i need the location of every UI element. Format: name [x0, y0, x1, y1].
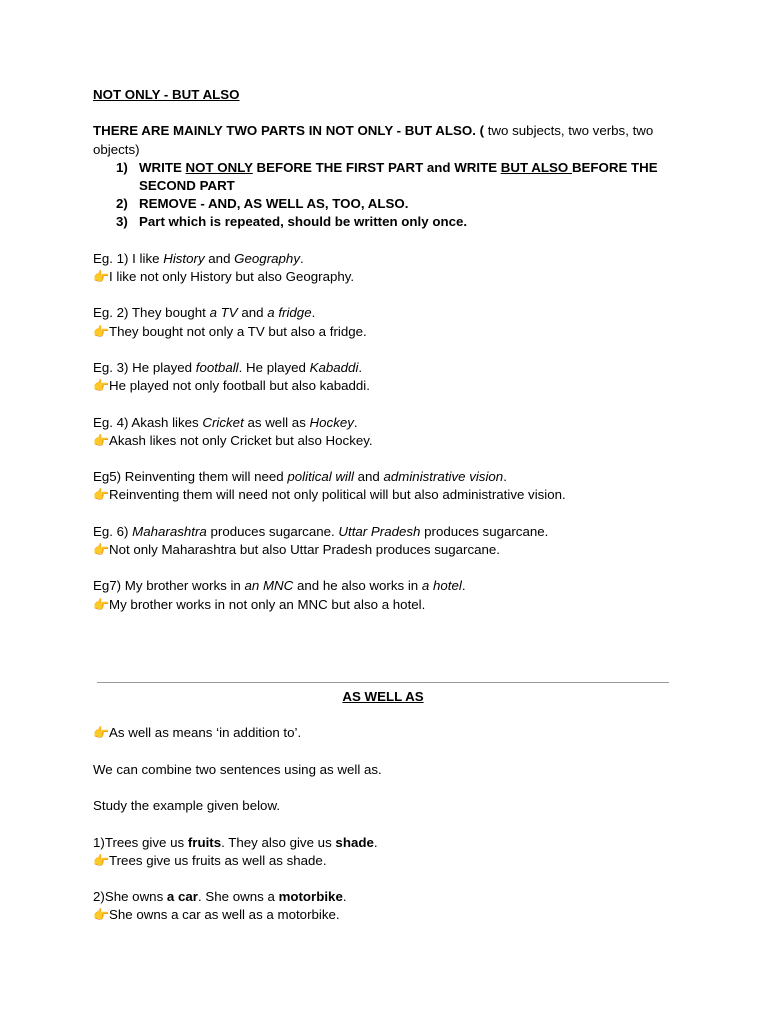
pointing-hand-icon: 👉: [93, 725, 110, 741]
pointing-hand-icon: 👉: [93, 541, 110, 557]
pointing-hand-icon: 👉: [93, 907, 110, 923]
spacer: [93, 286, 673, 304]
pointing-hand-icon: 👉: [93, 596, 110, 612]
spacer: [93, 815, 673, 833]
example-question: 2)She owns a car. She owns a motorbike.: [93, 889, 347, 905]
pointing-hand-icon: 👉: [93, 269, 110, 284]
example-answer: 👉Not only Maharashtra but also Uttar Pradesh produces sugarcane.: [93, 541, 673, 559]
example-answer: 👉Reinventing them will need not only political will but also administrative vision.: [93, 486, 673, 504]
example-answer: 👉Akash likes not only Cricket but also Hockey.: [93, 432, 673, 450]
study-line: Study the example given below.: [93, 798, 281, 814]
example-answer: 👉My brother works in not only an MNC but also a hotel.: [93, 596, 673, 614]
example-question: Eg. 6) Maharashtra produces sugarcane. Uttar Pradesh produces sugarcane.: [93, 523, 549, 539]
examples-list: [93, 815, 673, 924]
intro-normal: two subjects, two verbs, two objects): [93, 123, 654, 157]
example-question: Eg. 4) Akash likes Cricket as well as Hockey.: [93, 414, 358, 430]
horizontal-divider: [97, 682, 669, 683]
section-title: AS WELL AS: [342, 689, 424, 704]
spacer: [93, 341, 673, 359]
section-title: NOT ONLY - BUT ALSO: [93, 87, 240, 102]
rule-item: 2) REMOVE - AND, AS WELL AS, TOO, ALSO.: [93, 195, 673, 213]
spacer: [93, 395, 673, 413]
examples-list: [93, 232, 673, 614]
spacer: [93, 450, 673, 468]
rules-list: [93, 159, 673, 232]
example-answer: 👉Trees give us fruits as well as shade.: [93, 852, 673, 870]
example-question: Eg. 3) He played football. He played Kabaddi.: [93, 359, 363, 375]
rule-number: 3): [116, 214, 128, 230]
example-question: Eg7) My brother works in an MNC and he also works in a hotel.: [93, 578, 466, 594]
pointing-hand-icon: 👉: [93, 487, 110, 503]
rule-item: 3) Part which is repeated, should be written only once.: [93, 213, 673, 231]
spacer: [93, 870, 673, 888]
example-answer: 👉I like not only History but also Geography.: [93, 268, 673, 286]
pointing-hand-icon: 👉: [93, 852, 110, 868]
rule-number: 2): [116, 196, 128, 212]
section-not-only-but-also: [93, 86, 673, 614]
example-answer: 👉She owns a car as well as a motorbike.: [93, 906, 673, 924]
spacer: [93, 232, 673, 250]
intro-paragraph: [93, 122, 673, 158]
example-question: Eg5) Reinventing them will need political will and administrative vision.: [93, 469, 507, 485]
combine-line: We can combine two sentences using as well as.: [93, 761, 382, 777]
section-as-well-as: [93, 688, 673, 925]
spacer: [93, 559, 673, 577]
spacer: [93, 505, 673, 523]
meaning-line: 👉As well as means ‘in addition to’.: [93, 724, 673, 742]
example-question: Eg. 1) I like History and Geography.: [93, 250, 304, 266]
example-answer: 👉They bought not only a TV but also a fridge.: [93, 323, 673, 341]
intro-bold: THERE ARE MAINLY TWO PARTS IN NOT ONLY - BUT ALSO. (: [93, 123, 485, 139]
rule-item: 1) WRITE NOT ONLY BEFORE THE FIRST PART and WRITE BUT ALSO BEFORE THE SECOND PART: [116, 159, 658, 193]
rule-number: 1): [116, 159, 128, 175]
example-question: 1)Trees give us fruits. They also give us shade.: [93, 834, 378, 850]
example-answer: 👉He played not only football but also kabaddi.: [93, 377, 673, 395]
pointing-hand-icon: 👉: [93, 378, 110, 394]
pointing-hand-icon: 👉: [93, 432, 110, 448]
pointing-hand-icon: 👉: [93, 323, 110, 339]
example-question: Eg. 2) They bought a TV and a fridge.: [93, 305, 316, 321]
